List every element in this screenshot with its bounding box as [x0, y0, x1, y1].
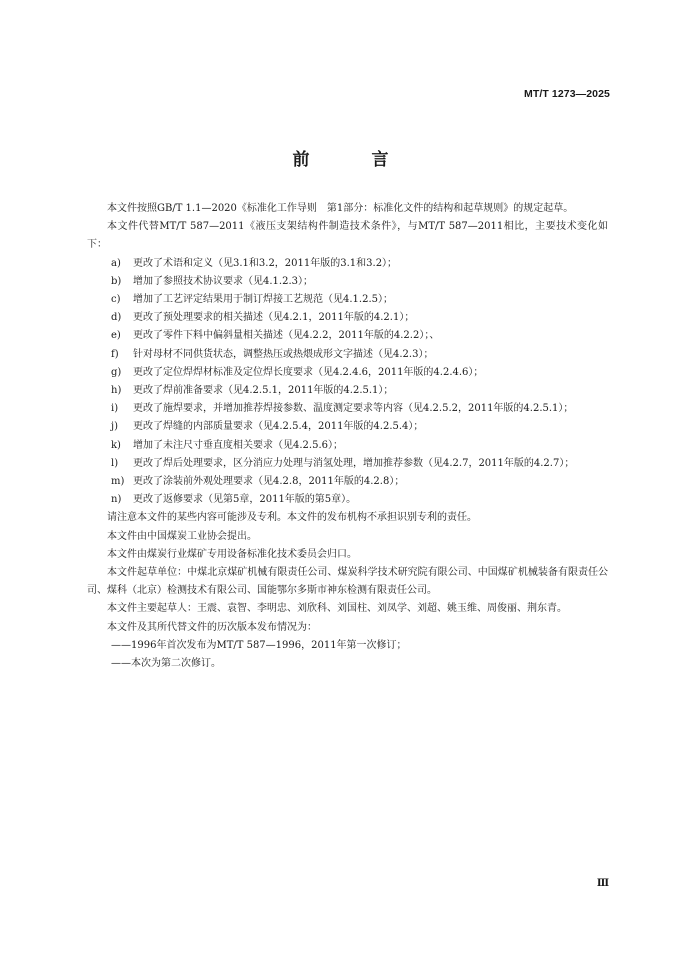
- list-item: [87, 437, 608, 455]
- page-title: 前 言: [292, 150, 417, 170]
- list-item: [87, 400, 608, 418]
- paragraph-history-intro: 本文件及其所代替文件的历次版本发布情况为：: [107, 621, 317, 633]
- list-item-label: c): [111, 294, 121, 306]
- list-item-label: f): [111, 348, 119, 360]
- list-item-label: i): [111, 403, 119, 415]
- list-item: [87, 273, 608, 291]
- list-item-text: 更改了施焊要求，并增加推荐焊接参数、温度测定要求等内容（见4.2.5.2，2011年版的4.2.5.1）；: [133, 403, 574, 415]
- list-item-text: 针对母材不同供货状态，调整热压或热煨成形文字描述（见4.2.3）；: [133, 348, 434, 360]
- paragraph-patent-notice: 请注意本文件的某些内容可能涉及专利。本文件的发布机构不承担识别专利的责任。: [107, 512, 477, 524]
- list-item-label: h): [111, 385, 122, 397]
- list-item-label: a): [111, 257, 121, 269]
- page-number: Ⅲ: [596, 878, 609, 889]
- list-item-text: 增加了未注尺寸垂直度相关要求（见4.2.5.6）；: [133, 439, 343, 451]
- list-item-text: 更改了涂装前外观处理要求（见4.2.8，2011年版的4.2.8）；: [133, 476, 405, 488]
- list-item-text: 更改了零件下料中偏斜量相关描述（见4.2.2，2011年版的4.2.2）；、: [133, 330, 440, 342]
- list-item-label: e): [111, 330, 121, 342]
- list-item-label: g): [111, 366, 122, 378]
- list-item: [87, 364, 608, 382]
- list-item-label: d): [111, 312, 122, 324]
- list-item: [87, 291, 608, 309]
- list-item: [87, 309, 608, 327]
- list-item-text: 更改了焊后处理要求，区分消应力处理与消氢处理，增加推荐参数（见4.2.7，2011年版的4.2.7）；: [133, 457, 575, 469]
- list-item-label: l): [111, 457, 119, 469]
- history-item: ——1996年首次发布为MT/T 587—1996，2011年第一次修订；: [111, 639, 407, 651]
- paragraph-drafting-rules: 本文件按照GB/T 1.1—2020《标准化工作导则 第1部分：标准化文件的结构和起草规则》的规定起草。: [107, 203, 574, 214]
- paragraph-drafting-units: 本文件起草单位：中煤北京煤矿机械有限责任公司、煤炭科学技术研究院有限公司、中国煤矿机械装备有限责任公司、煤科（北京）检测技术有限公司、国能鄂尔多斯市神东检测有限责任公司。: [87, 567, 608, 597]
- list-item: [87, 455, 608, 473]
- list-item-label: b): [111, 275, 122, 287]
- list-item-text: 增加了工艺评定结果用于制订焊接工艺规范（见4.1.2.5）；: [133, 294, 393, 306]
- list-item-label: n): [111, 494, 122, 506]
- list-item: [87, 382, 608, 400]
- paragraph-proposer: 本文件由中国煤炭工业协会提出。: [107, 530, 257, 542]
- list-item-text: 更改了预处理要求的相关描述（见4.2.1，2011年版的4.2.1）；: [133, 312, 415, 324]
- list-item: [87, 327, 608, 345]
- paragraph-drafters: 本文件主要起草人：王震、袁智、李明忠、刘欣科、刘国柱、刘凤学、刘超、姚玉维、周俊丽、荆东青。: [107, 603, 567, 615]
- standard-code: MT/T 1273—2025: [523, 88, 610, 100]
- list-item-text: 更改了返修要求（见第5章，2011年版的第5章）。: [133, 494, 357, 506]
- list-item-label: j): [111, 421, 119, 433]
- list-item: [87, 418, 608, 436]
- paragraph-committee: 本文件由煤炭行业煤矿专用设备标准化技术委员会归口。: [107, 548, 357, 560]
- list-item: [87, 491, 608, 509]
- list-item-text: 更改了定位焊焊材标准及定位焊长度要求（见4.2.4.6，2011年版的4.2.4.6）；: [133, 366, 484, 378]
- list-item-text: 增加了参照技术协议要求（见4.1.2.3）；: [133, 275, 313, 287]
- list-item: [87, 255, 608, 273]
- paragraph-replacement: 本文件代替MT/T 587—2011《液压支架结构件制造技术条件》，与MT/T 587—2011相比，主要技术变化如下：: [87, 221, 608, 251]
- list-item-text: 更改了焊缝的内部质量要求（见4.2.5.4，2011年版的4.2.5.4）；: [133, 421, 424, 433]
- history-item: ——本次为第二次修订。: [111, 658, 221, 670]
- foreword-body: [87, 200, 608, 673]
- list-item-text: 更改了焊前准备要求（见4.2.5.1，2011年版的4.2.5.1）；: [133, 385, 394, 397]
- list-item: [87, 346, 608, 364]
- list-item-label: k): [111, 439, 121, 451]
- list-item: [87, 473, 608, 491]
- list-item-label: m): [111, 476, 125, 488]
- changes-list: [87, 255, 608, 510]
- list-item-text: 更改了术语和定义（见3.1和3.2，2011年版的3.1和3.2）；: [133, 257, 398, 269]
